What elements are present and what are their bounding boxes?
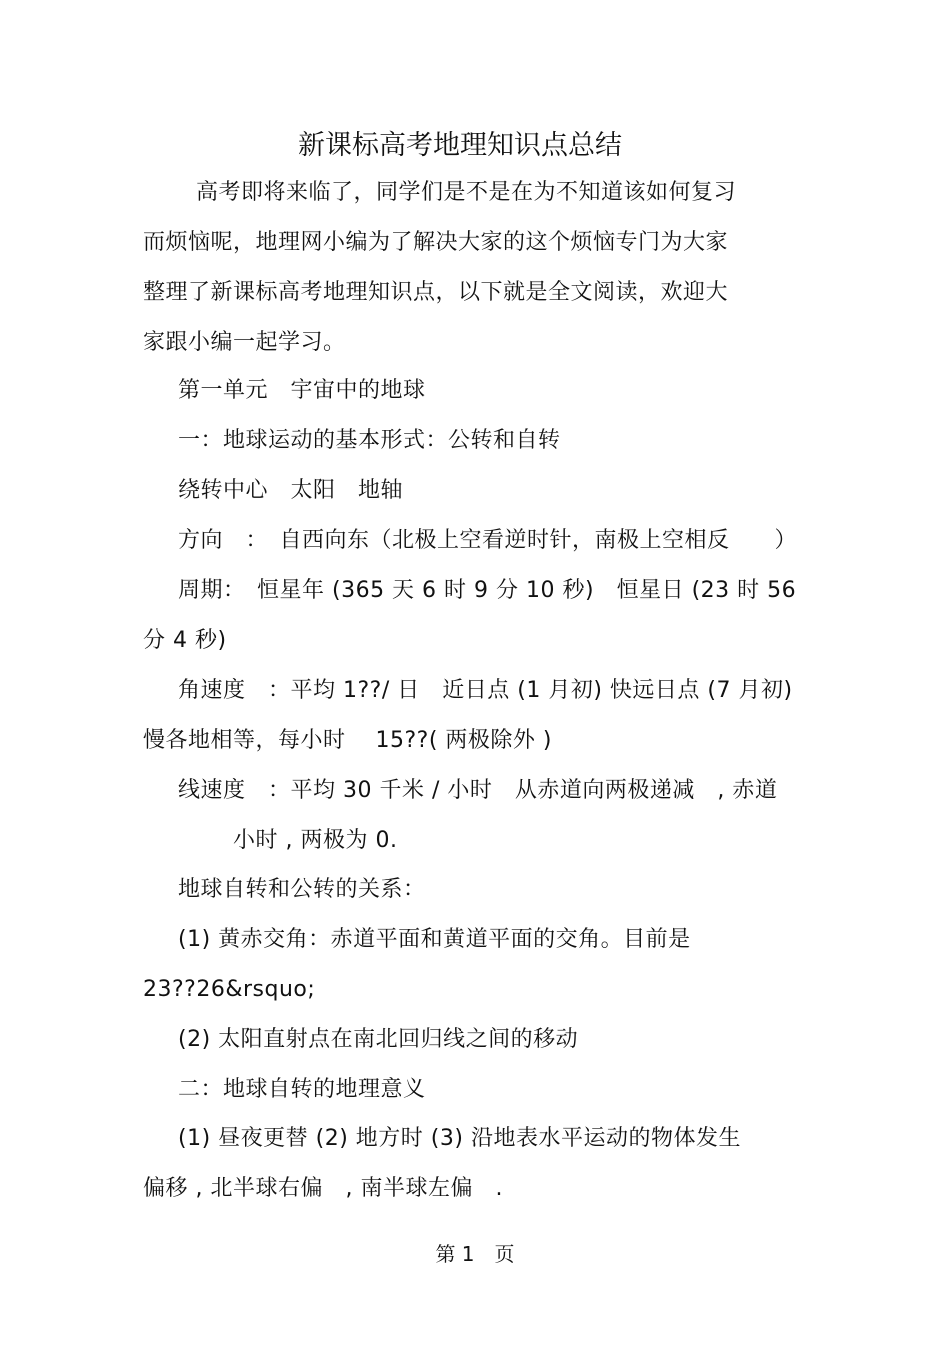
relation-item-1-line-1: (1) 黄赤交角：赤道平面和黄道平面的交角。目前是 [178,927,691,952]
document-title: 新课标高考地理知识点总结 [298,130,622,161]
section2-heading: 二：地球自转的地理意义 [178,1077,426,1102]
intro-line-2: 而烦恼呢，地理网小编为了解决大家的这个烦恼专门为大家 [143,230,729,255]
rotation-center-line: 绕转中心 太阳 地轴 [178,478,404,503]
linear-speed-line-2: 小时 , 两极为 0. [233,828,398,853]
intro-line-3: 整理了新课标高考地理知识点，以下就是全文阅读，欢迎大 [143,280,729,305]
significance-line-2: 偏移 , 北半球右偏 , 南半球左偏 . [143,1176,503,1201]
significance-line-1: (1) 昼夜更替 (2) 地方时 (3) 沿地表水平运动的物体发生 [178,1126,741,1151]
relation-item-2: (2) 太阳直射点在南北回归线之间的移动 [178,1027,579,1052]
period-line-2: 分 4 秒) [143,628,227,653]
page-number: 第 1 页 [435,1242,515,1266]
relation-item-1-line-2: 23??26&rsquo; [143,977,316,1002]
period-line-1: 周期： 恒星年 (365 天 6 时 9 分 10 秒) 恒星日 (23 时 56 [178,578,797,603]
direction-line: 方向 ： 自西向东（北极上空看逆时针，南极上空相反 ） [178,528,798,553]
angular-speed-line-1: 角速度 ：平均 1??/ 日 近日点 (1 月初) 快远日点 (7 月初) [178,678,793,703]
intro-line-1: 高考即将来临了，同学们是不是在为不知道该如何复习 [196,180,737,205]
section1-heading: 一：地球运动的基本形式：公转和自转 [178,428,561,453]
linear-speed-line-1: 线速度 ：平均 30 千米 / 小时 从赤道向两极递减 , 赤道 [178,778,778,803]
angular-speed-line-2: 慢各地相等，每小时 15??( 两极除外 ) [143,728,552,753]
intro-line-4: 家跟小编一起学习。 [143,330,346,355]
unit-heading: 第一单元 宇宙中的地球 [178,378,426,403]
relation-heading: 地球自转和公转的关系： [178,877,426,902]
